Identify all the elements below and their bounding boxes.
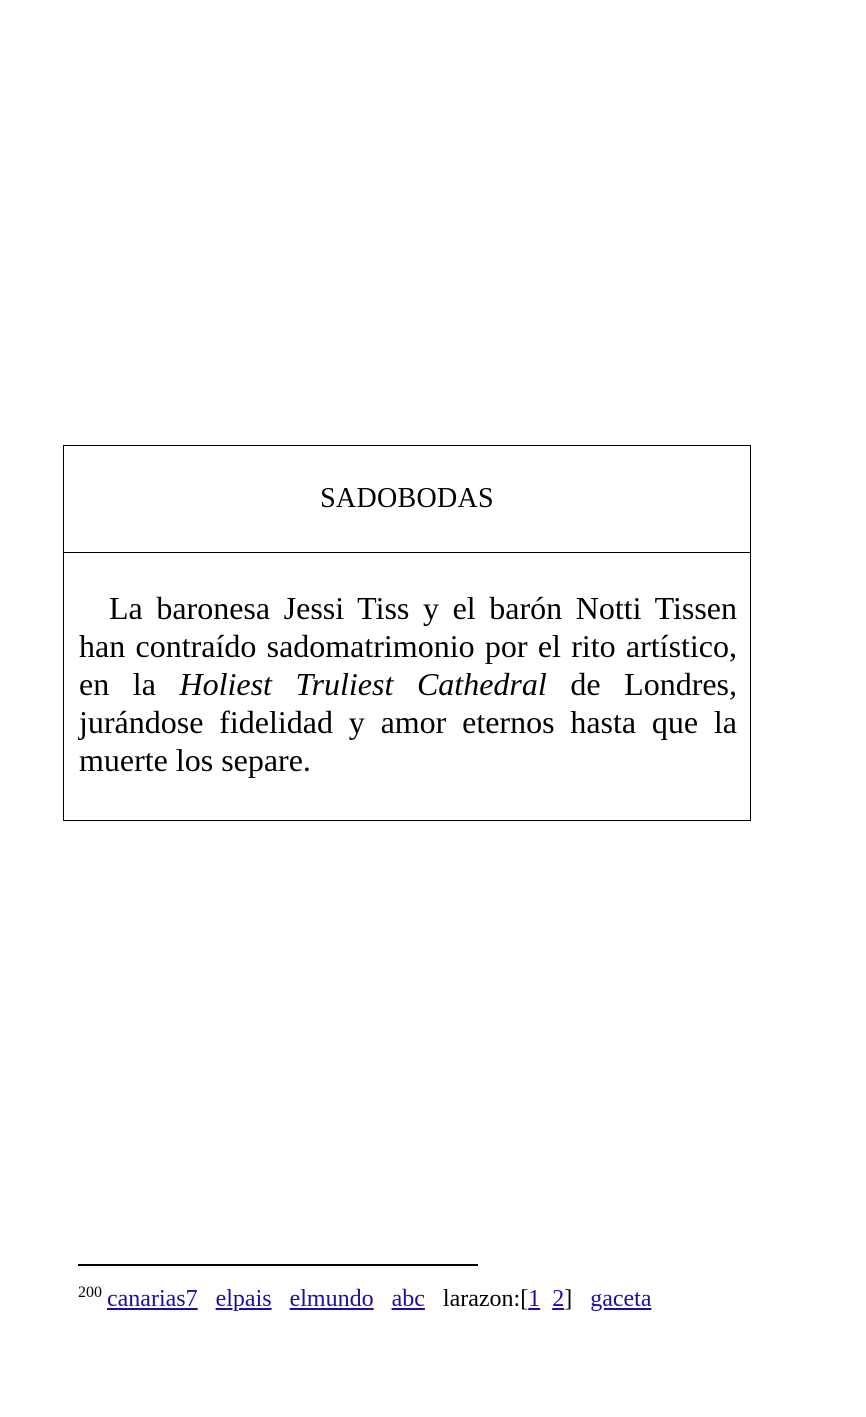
link-abc[interactable]: abc — [391, 1286, 425, 1312]
footnote-number: 200 — [78, 1284, 102, 1301]
link-elmundo[interactable]: elmundo — [289, 1286, 374, 1312]
link-gaceta[interactable]: gaceta — [590, 1286, 652, 1312]
link-larazon-1[interactable]: 1 — [528, 1286, 541, 1312]
footnote-divider — [78, 1264, 478, 1266]
article-body-text-end: de Londres, jurándose fidelidad y amor eternos hasta que la muerte los separe. — [79, 666, 737, 778]
link-larazon-2[interactable]: 2 — [552, 1286, 565, 1312]
article-title: SADOBODAS — [64, 446, 750, 553]
article-body-text-start: La baronesa Jessi Tiss y el barón Notti Tissen han contraído sadomatrimonio por el rito artístico, en la — [79, 590, 737, 702]
article-body — [79, 589, 737, 779]
article-body-italic-name: Holiest Truliest Cathedral — [179, 666, 547, 702]
link-elpais[interactable]: elpais — [215, 1286, 272, 1312]
footnote — [78, 1284, 651, 1314]
larazon-label: larazon:[ — [442, 1286, 529, 1312]
larazon-close: ] — [564, 1286, 573, 1312]
article-box — [63, 445, 751, 821]
link-canarias7[interactable]: canarias7 — [107, 1286, 198, 1312]
